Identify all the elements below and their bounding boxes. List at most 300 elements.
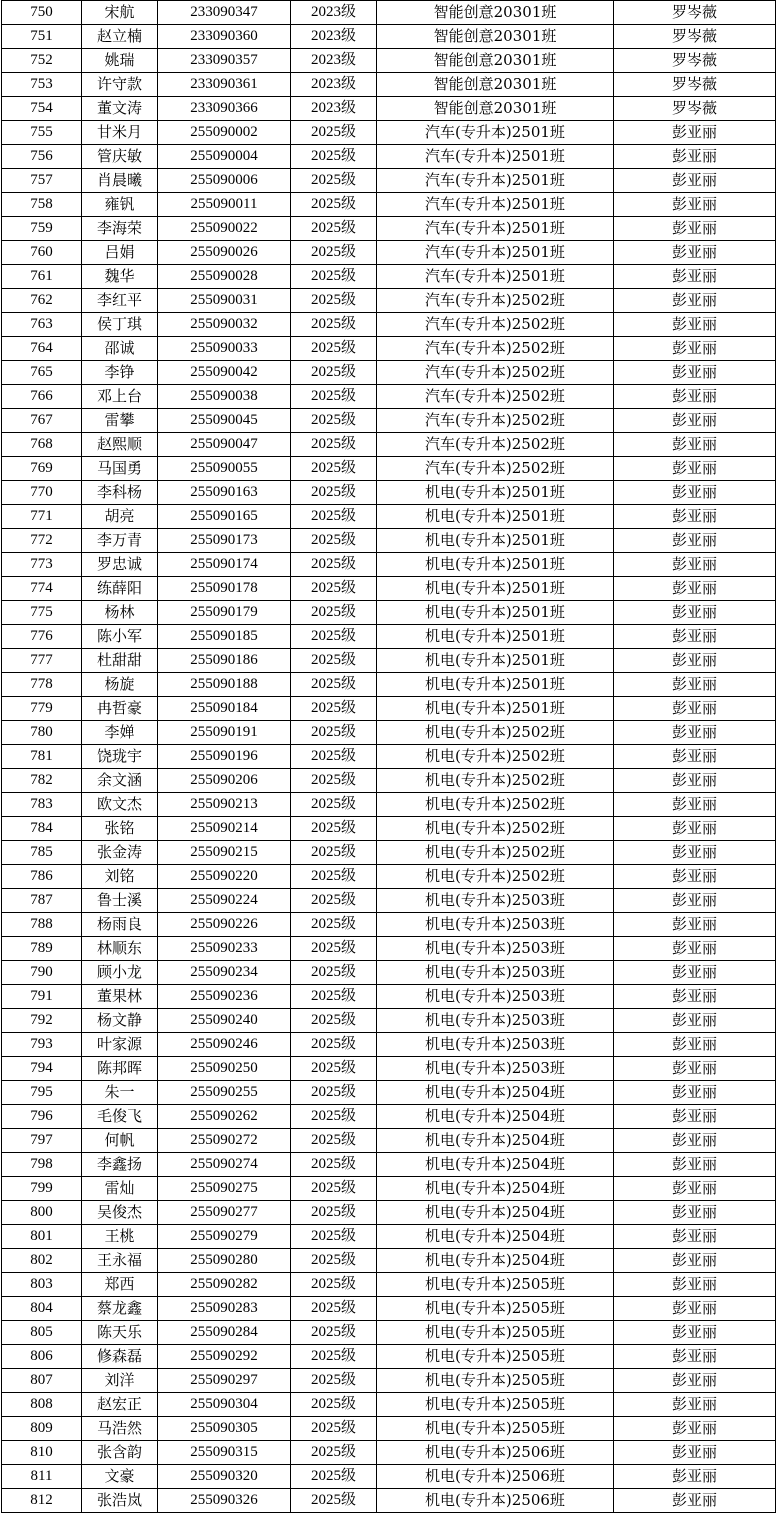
- advisor-name-cell: 彭亚丽: [614, 1345, 776, 1369]
- row-number-cell: 766: [2, 385, 82, 409]
- advisor-name-cell: 彭亚丽: [614, 505, 776, 529]
- advisor-name-cell: 彭亚丽: [614, 337, 776, 361]
- class-name-cell: 机电(专升本)2504班: [377, 1201, 614, 1225]
- grade-year-cell: 2023级: [291, 1, 377, 25]
- advisor-name-cell: 彭亚丽: [614, 1057, 776, 1081]
- advisor-name-cell: 罗岑薇: [614, 97, 776, 121]
- student-id-cell: 255090026: [158, 241, 291, 265]
- student-name-cell: 张铭: [82, 817, 158, 841]
- student-id-cell: 255090315: [158, 1441, 291, 1465]
- student-id-cell: 255090004: [158, 145, 291, 169]
- row-number-cell: 806: [2, 1345, 82, 1369]
- student-id-cell: 255090002: [158, 121, 291, 145]
- grade-year-cell: 2025级: [291, 625, 377, 649]
- table-row: [2, 457, 776, 481]
- table-row: [2, 1009, 776, 1033]
- class-name-cell: 汽车(专升本)2502班: [377, 457, 614, 481]
- row-number-cell: 794: [2, 1057, 82, 1081]
- advisor-name-cell: 彭亚丽: [614, 961, 776, 985]
- student-id-cell: 255090174: [158, 553, 291, 577]
- grade-year-cell: 2025级: [291, 841, 377, 865]
- row-number-cell: 773: [2, 553, 82, 577]
- table-row: [2, 625, 776, 649]
- class-name-cell: 机电(专升本)2501班: [377, 529, 614, 553]
- student-id-cell: 255090031: [158, 289, 291, 313]
- advisor-name-cell: 彭亚丽: [614, 817, 776, 841]
- grade-year-cell: 2025级: [291, 1249, 377, 1273]
- class-name-cell: 机电(专升本)2503班: [377, 985, 614, 1009]
- student-id-cell: 255090279: [158, 1225, 291, 1249]
- row-number-cell: 762: [2, 289, 82, 313]
- class-name-cell: 汽车(专升本)2502班: [377, 361, 614, 385]
- row-number-cell: 796: [2, 1105, 82, 1129]
- student-name-cell: 刘洋: [82, 1369, 158, 1393]
- student-id-cell: 233090361: [158, 73, 291, 97]
- class-name-cell: 机电(专升本)2505班: [377, 1273, 614, 1297]
- advisor-name-cell: 彭亚丽: [614, 145, 776, 169]
- student-name-cell: 毛俊飞: [82, 1105, 158, 1129]
- advisor-name-cell: 彭亚丽: [614, 1297, 776, 1321]
- grade-year-cell: 2025级: [291, 1393, 377, 1417]
- grade-year-cell: 2025级: [291, 433, 377, 457]
- student-name-cell: 胡亮: [82, 505, 158, 529]
- table-row: [2, 1177, 776, 1201]
- student-name-cell: 陈邦晖: [82, 1057, 158, 1081]
- class-name-cell: 机电(专升本)2501班: [377, 649, 614, 673]
- student-name-cell: 欧文杰: [82, 793, 158, 817]
- class-name-cell: 汽车(专升本)2502班: [377, 289, 614, 313]
- advisor-name-cell: 彭亚丽: [614, 1129, 776, 1153]
- student-name-cell: 邓上台: [82, 385, 158, 409]
- row-number-cell: 763: [2, 313, 82, 337]
- student-id-cell: 255090215: [158, 841, 291, 865]
- student-id-cell: 255090213: [158, 793, 291, 817]
- student-name-cell: 张金涛: [82, 841, 158, 865]
- class-name-cell: 机电(专升本)2504班: [377, 1129, 614, 1153]
- grade-year-cell: 2025级: [291, 193, 377, 217]
- table-row: [2, 1441, 776, 1465]
- table-row: [2, 1369, 776, 1393]
- student-name-cell: 雍钒: [82, 193, 158, 217]
- advisor-name-cell: 罗岑薇: [614, 73, 776, 97]
- class-name-cell: 汽车(专升本)2502班: [377, 313, 614, 337]
- row-number-cell: 809: [2, 1417, 82, 1441]
- student-name-cell: 陈天乐: [82, 1321, 158, 1345]
- grade-year-cell: 2025级: [291, 961, 377, 985]
- student-name-cell: 吴俊杰: [82, 1201, 158, 1225]
- class-name-cell: 机电(专升本)2501班: [377, 673, 614, 697]
- table-row: [2, 721, 776, 745]
- class-name-cell: 机电(专升本)2506班: [377, 1441, 614, 1465]
- row-number-cell: 786: [2, 865, 82, 889]
- row-number-cell: 778: [2, 673, 82, 697]
- table-row: [2, 1465, 776, 1489]
- grade-year-cell: 2025级: [291, 937, 377, 961]
- grade-year-cell: 2025级: [291, 265, 377, 289]
- table-row: [2, 937, 776, 961]
- row-number-cell: 783: [2, 793, 82, 817]
- grade-year-cell: 2023级: [291, 49, 377, 73]
- row-number-cell: 753: [2, 73, 82, 97]
- advisor-name-cell: 彭亚丽: [614, 361, 776, 385]
- student-name-cell: 李万青: [82, 529, 158, 553]
- student-id-cell: 233090357: [158, 49, 291, 73]
- table-row: [2, 1417, 776, 1441]
- advisor-name-cell: 彭亚丽: [614, 1369, 776, 1393]
- table-row: [2, 1345, 776, 1369]
- class-name-cell: 智能创意20301班: [377, 25, 614, 49]
- advisor-name-cell: 彭亚丽: [614, 601, 776, 625]
- row-number-cell: 776: [2, 625, 82, 649]
- table-row: [2, 169, 776, 193]
- student-name-cell: 顾小龙: [82, 961, 158, 985]
- table-row: [2, 745, 776, 769]
- table-row: [2, 73, 776, 97]
- student-name-cell: 李海荣: [82, 217, 158, 241]
- advisor-name-cell: 彭亚丽: [614, 577, 776, 601]
- class-name-cell: 机电(专升本)2505班: [377, 1393, 614, 1417]
- advisor-name-cell: 彭亚丽: [614, 1249, 776, 1273]
- grade-year-cell: 2025级: [291, 1201, 377, 1225]
- table-row: [2, 49, 776, 73]
- student-name-cell: 马浩然: [82, 1417, 158, 1441]
- student-name-cell: 郑西: [82, 1273, 158, 1297]
- advisor-name-cell: 彭亚丽: [614, 217, 776, 241]
- student-name-cell: 李鑫扬: [82, 1153, 158, 1177]
- class-name-cell: 机电(专升本)2501班: [377, 625, 614, 649]
- advisor-name-cell: 彭亚丽: [614, 625, 776, 649]
- class-name-cell: 机电(专升本)2505班: [377, 1345, 614, 1369]
- student-id-cell: 255090320: [158, 1465, 291, 1489]
- advisor-name-cell: 彭亚丽: [614, 241, 776, 265]
- row-number-cell: 804: [2, 1297, 82, 1321]
- student-id-cell: 233090366: [158, 97, 291, 121]
- student-name-cell: 李科杨: [82, 481, 158, 505]
- table-row: [2, 865, 776, 889]
- table-row: [2, 289, 776, 313]
- row-number-cell: 781: [2, 745, 82, 769]
- table-row: [2, 1201, 776, 1225]
- row-number-cell: 800: [2, 1201, 82, 1225]
- table-row: [2, 217, 776, 241]
- advisor-name-cell: 彭亚丽: [614, 265, 776, 289]
- advisor-name-cell: 彭亚丽: [614, 769, 776, 793]
- class-name-cell: 机电(专升本)2504班: [377, 1249, 614, 1273]
- advisor-name-cell: 彭亚丽: [614, 1225, 776, 1249]
- class-name-cell: 汽车(专升本)2502班: [377, 337, 614, 361]
- class-name-cell: 机电(专升本)2504班: [377, 1105, 614, 1129]
- row-number-cell: 752: [2, 49, 82, 73]
- row-number-cell: 792: [2, 1009, 82, 1033]
- grade-year-cell: 2025级: [291, 1369, 377, 1393]
- advisor-name-cell: 彭亚丽: [614, 409, 776, 433]
- class-name-cell: 机电(专升本)2501班: [377, 697, 614, 721]
- table-row: [2, 1057, 776, 1081]
- student-id-cell: 255090047: [158, 433, 291, 457]
- table-row: [2, 1297, 776, 1321]
- advisor-name-cell: 彭亚丽: [614, 313, 776, 337]
- student-name-cell: 肖晨曦: [82, 169, 158, 193]
- grade-year-cell: 2025级: [291, 1441, 377, 1465]
- grade-year-cell: 2025级: [291, 1465, 377, 1489]
- advisor-name-cell: 彭亚丽: [614, 985, 776, 1009]
- student-id-cell: 255090220: [158, 865, 291, 889]
- row-number-cell: 789: [2, 937, 82, 961]
- table-row: [2, 529, 776, 553]
- student-id-cell: 255090022: [158, 217, 291, 241]
- student-name-cell: 董果林: [82, 985, 158, 1009]
- table-row: [2, 769, 776, 793]
- class-name-cell: 机电(专升本)2503班: [377, 937, 614, 961]
- table-row: [2, 361, 776, 385]
- advisor-name-cell: 彭亚丽: [614, 721, 776, 745]
- grade-year-cell: 2025级: [291, 1129, 377, 1153]
- advisor-name-cell: 罗岑薇: [614, 25, 776, 49]
- advisor-name-cell: 彭亚丽: [614, 385, 776, 409]
- advisor-name-cell: 彭亚丽: [614, 1441, 776, 1465]
- class-name-cell: 汽车(专升本)2501班: [377, 121, 614, 145]
- grade-year-cell: 2025级: [291, 409, 377, 433]
- student-id-cell: 255090165: [158, 505, 291, 529]
- student-id-cell: 255090214: [158, 817, 291, 841]
- class-name-cell: 汽车(专升本)2501班: [377, 217, 614, 241]
- advisor-name-cell: 彭亚丽: [614, 1033, 776, 1057]
- grade-year-cell: 2025级: [291, 601, 377, 625]
- class-name-cell: 汽车(专升本)2502班: [377, 385, 614, 409]
- student-id-cell: 255090274: [158, 1153, 291, 1177]
- student-id-cell: 255090038: [158, 385, 291, 409]
- row-number-cell: 777: [2, 649, 82, 673]
- grade-year-cell: 2025级: [291, 1417, 377, 1441]
- table-row: [2, 1489, 776, 1513]
- student-id-cell: 255090246: [158, 1033, 291, 1057]
- row-number-cell: 793: [2, 1033, 82, 1057]
- grade-year-cell: 2025级: [291, 1489, 377, 1513]
- table-row: [2, 1129, 776, 1153]
- grade-year-cell: 2025级: [291, 673, 377, 697]
- grade-year-cell: 2025级: [291, 1009, 377, 1033]
- row-number-cell: 756: [2, 145, 82, 169]
- student-id-cell: 255090255: [158, 1081, 291, 1105]
- class-name-cell: 机电(专升本)2502班: [377, 865, 614, 889]
- advisor-name-cell: 彭亚丽: [614, 1465, 776, 1489]
- class-name-cell: 机电(专升本)2503班: [377, 913, 614, 937]
- advisor-name-cell: 彭亚丽: [614, 1417, 776, 1441]
- student-name-cell: 侯丁琪: [82, 313, 158, 337]
- advisor-name-cell: 彭亚丽: [614, 457, 776, 481]
- class-name-cell: 汽车(专升本)2502班: [377, 409, 614, 433]
- student-name-cell: 叶家源: [82, 1033, 158, 1057]
- table-row: [2, 433, 776, 457]
- advisor-name-cell: 彭亚丽: [614, 889, 776, 913]
- student-id-cell: 255090191: [158, 721, 291, 745]
- student-name-cell: 宋航: [82, 1, 158, 25]
- grade-year-cell: 2025级: [291, 697, 377, 721]
- class-name-cell: 智能创意20301班: [377, 73, 614, 97]
- class-name-cell: 机电(专升本)2504班: [377, 1081, 614, 1105]
- table-row: [2, 241, 776, 265]
- row-number-cell: 795: [2, 1081, 82, 1105]
- advisor-name-cell: 彭亚丽: [614, 1273, 776, 1297]
- grade-year-cell: 2025级: [291, 529, 377, 553]
- class-name-cell: 机电(专升本)2501班: [377, 553, 614, 577]
- student-name-cell: 赵熙顺: [82, 433, 158, 457]
- student-name-cell: 雷攀: [82, 409, 158, 433]
- table-row: [2, 1, 776, 25]
- class-name-cell: 机电(专升本)2504班: [377, 1225, 614, 1249]
- student-name-cell: 文豪: [82, 1465, 158, 1489]
- student-name-cell: 甘米月: [82, 121, 158, 145]
- student-name-cell: 罗忠诚: [82, 553, 158, 577]
- table-row: [2, 1225, 776, 1249]
- grade-year-cell: 2025级: [291, 505, 377, 529]
- grade-year-cell: 2025级: [291, 1057, 377, 1081]
- class-name-cell: 机电(专升本)2502班: [377, 721, 614, 745]
- student-id-cell: 255090206: [158, 769, 291, 793]
- class-name-cell: 机电(专升本)2501班: [377, 577, 614, 601]
- student-id-cell: 255090032: [158, 313, 291, 337]
- student-id-cell: 255090275: [158, 1177, 291, 1201]
- advisor-name-cell: 彭亚丽: [614, 433, 776, 457]
- row-number-cell: 807: [2, 1369, 82, 1393]
- row-number-cell: 798: [2, 1153, 82, 1177]
- student-id-cell: 255090185: [158, 625, 291, 649]
- student-id-cell: 255090236: [158, 985, 291, 1009]
- student-name-cell: 杨林: [82, 601, 158, 625]
- class-name-cell: 机电(专升本)2502班: [377, 817, 614, 841]
- student-id-cell: 255090196: [158, 745, 291, 769]
- class-name-cell: 机电(专升本)2503班: [377, 1033, 614, 1057]
- student-id-cell: 255090006: [158, 169, 291, 193]
- grade-year-cell: 2025级: [291, 337, 377, 361]
- grade-year-cell: 2025级: [291, 1081, 377, 1105]
- student-id-cell: 255090188: [158, 673, 291, 697]
- grade-year-cell: 2025级: [291, 1033, 377, 1057]
- class-name-cell: 机电(专升本)2503班: [377, 1009, 614, 1033]
- grade-year-cell: 2025级: [291, 889, 377, 913]
- table-row: [2, 385, 776, 409]
- table-row: [2, 265, 776, 289]
- advisor-name-cell: 彭亚丽: [614, 1393, 776, 1417]
- row-number-cell: 754: [2, 97, 82, 121]
- class-name-cell: 汽车(专升本)2501班: [377, 241, 614, 265]
- row-number-cell: 772: [2, 529, 82, 553]
- grade-year-cell: 2025级: [291, 169, 377, 193]
- row-number-cell: 758: [2, 193, 82, 217]
- student-id-cell: 255090184: [158, 697, 291, 721]
- student-id-cell: 255090250: [158, 1057, 291, 1081]
- student-name-cell: 李铮: [82, 361, 158, 385]
- table-row: [2, 889, 776, 913]
- advisor-name-cell: 彭亚丽: [614, 649, 776, 673]
- row-number-cell: 750: [2, 1, 82, 25]
- row-number-cell: 757: [2, 169, 82, 193]
- class-name-cell: 机电(专升本)2503班: [377, 1057, 614, 1081]
- row-number-cell: 775: [2, 601, 82, 625]
- row-number-cell: 799: [2, 1177, 82, 1201]
- advisor-name-cell: 彭亚丽: [614, 553, 776, 577]
- student-id-cell: 255090179: [158, 601, 291, 625]
- student-id-cell: 233090360: [158, 25, 291, 49]
- table-row: [2, 1105, 776, 1129]
- student-name-cell: 赵立楠: [82, 25, 158, 49]
- advisor-name-cell: 彭亚丽: [614, 289, 776, 313]
- student-name-cell: 雷灿: [82, 1177, 158, 1201]
- student-id-cell: 255090305: [158, 1417, 291, 1441]
- row-number-cell: 791: [2, 985, 82, 1009]
- student-name-cell: 赵宏正: [82, 1393, 158, 1417]
- class-name-cell: 汽车(专升本)2501班: [377, 145, 614, 169]
- advisor-name-cell: 彭亚丽: [614, 1177, 776, 1201]
- grade-year-cell: 2025级: [291, 1153, 377, 1177]
- grade-year-cell: 2025级: [291, 745, 377, 769]
- row-number-cell: 755: [2, 121, 82, 145]
- class-name-cell: 智能创意20301班: [377, 97, 614, 121]
- table-row: [2, 985, 776, 1009]
- grade-year-cell: 2023级: [291, 97, 377, 121]
- advisor-name-cell: 彭亚丽: [614, 121, 776, 145]
- table-row: [2, 601, 776, 625]
- student-id-cell: 255090173: [158, 529, 291, 553]
- student-name-cell: 张含韵: [82, 1441, 158, 1465]
- student-name-cell: 练薛阳: [82, 577, 158, 601]
- table-row: [2, 673, 776, 697]
- class-name-cell: 机电(专升本)2505班: [377, 1369, 614, 1393]
- grade-year-cell: 2025级: [291, 793, 377, 817]
- row-number-cell: 761: [2, 265, 82, 289]
- student-name-cell: 刘铭: [82, 865, 158, 889]
- student-id-cell: 255090233: [158, 937, 291, 961]
- advisor-name-cell: 彭亚丽: [614, 913, 776, 937]
- student-name-cell: 邵诚: [82, 337, 158, 361]
- student-name-cell: 陈小军: [82, 625, 158, 649]
- student-id-cell: 255090226: [158, 913, 291, 937]
- advisor-name-cell: 彭亚丽: [614, 937, 776, 961]
- student-name-cell: 蔡龙鑫: [82, 1297, 158, 1321]
- grade-year-cell: 2025级: [291, 1297, 377, 1321]
- grade-year-cell: 2025级: [291, 289, 377, 313]
- table-row: [2, 97, 776, 121]
- student-id-cell: 255090283: [158, 1297, 291, 1321]
- student-name-cell: 余文涵: [82, 769, 158, 793]
- grade-year-cell: 2025级: [291, 385, 377, 409]
- advisor-name-cell: 罗岑薇: [614, 1, 776, 25]
- row-number-cell: 808: [2, 1393, 82, 1417]
- student-id-cell: 255090240: [158, 1009, 291, 1033]
- student-id-cell: 255090262: [158, 1105, 291, 1129]
- table-row: [2, 913, 776, 937]
- student-id-cell: 255090277: [158, 1201, 291, 1225]
- grade-year-cell: 2025级: [291, 865, 377, 889]
- student-id-cell: 255090280: [158, 1249, 291, 1273]
- advisor-name-cell: 彭亚丽: [614, 193, 776, 217]
- grade-year-cell: 2025级: [291, 121, 377, 145]
- row-number-cell: 764: [2, 337, 82, 361]
- class-name-cell: 机电(专升本)2503班: [377, 961, 614, 985]
- student-id-cell: 255090028: [158, 265, 291, 289]
- student-name-cell: 吕娟: [82, 241, 158, 265]
- table-row: [2, 1273, 776, 1297]
- table-row: [2, 481, 776, 505]
- row-number-cell: 760: [2, 241, 82, 265]
- table-row: [2, 1393, 776, 1417]
- roster-body: [2, 1, 776, 1513]
- student-id-cell: 255090011: [158, 193, 291, 217]
- student-name-cell: 姚瑞: [82, 49, 158, 73]
- student-name-cell: 杨旋: [82, 673, 158, 697]
- table-row: [2, 145, 776, 169]
- row-number-cell: 774: [2, 577, 82, 601]
